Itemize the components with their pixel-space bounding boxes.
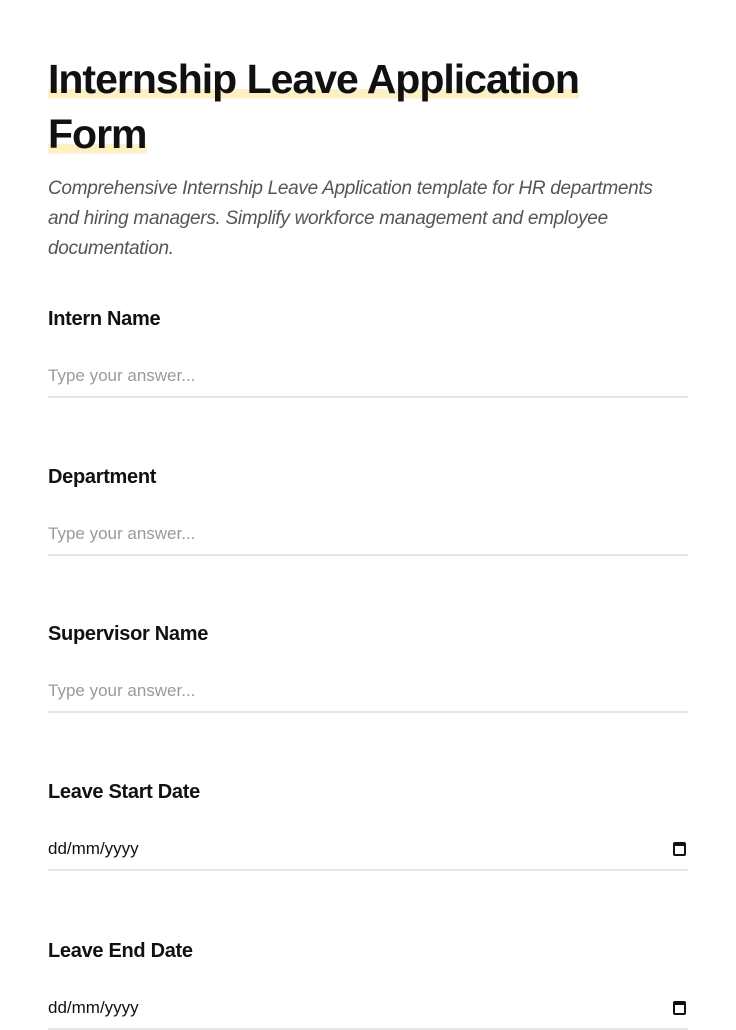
calendar-icon[interactable] xyxy=(673,1001,686,1015)
form-header xyxy=(48,52,688,264)
field-department xyxy=(48,466,688,543)
date-placeholder: dd/mm/yyyy xyxy=(48,998,139,1017)
field-supervisor-name xyxy=(48,623,688,700)
field-leave-start-date xyxy=(48,781,688,858)
field-label: Leave Start Date xyxy=(48,781,200,803)
date-placeholder: dd/mm/yyyy xyxy=(48,839,139,858)
form-description: Comprehensive Internship Leave Application template for HR departments and hiring managers. Simplify workforce management and employee documentation. xyxy=(48,178,653,259)
field-label: Department xyxy=(48,466,157,488)
calendar-icon[interactable] xyxy=(673,842,686,856)
field-label: Supervisor Name xyxy=(48,623,209,645)
field-intern-name xyxy=(48,308,688,385)
department-input[interactable]: Type your answer... xyxy=(48,514,688,556)
field-label: Leave End Date xyxy=(48,940,193,962)
field-leave-end-date xyxy=(48,940,688,1017)
field-label: Intern Name xyxy=(48,308,161,330)
page-title: Internship Leave Application Form xyxy=(48,56,579,157)
supervisor-name-input[interactable]: Type your answer... xyxy=(48,671,688,713)
intern-name-input[interactable]: Type your answer... xyxy=(48,356,688,398)
leave-start-date-input[interactable] xyxy=(48,829,688,871)
